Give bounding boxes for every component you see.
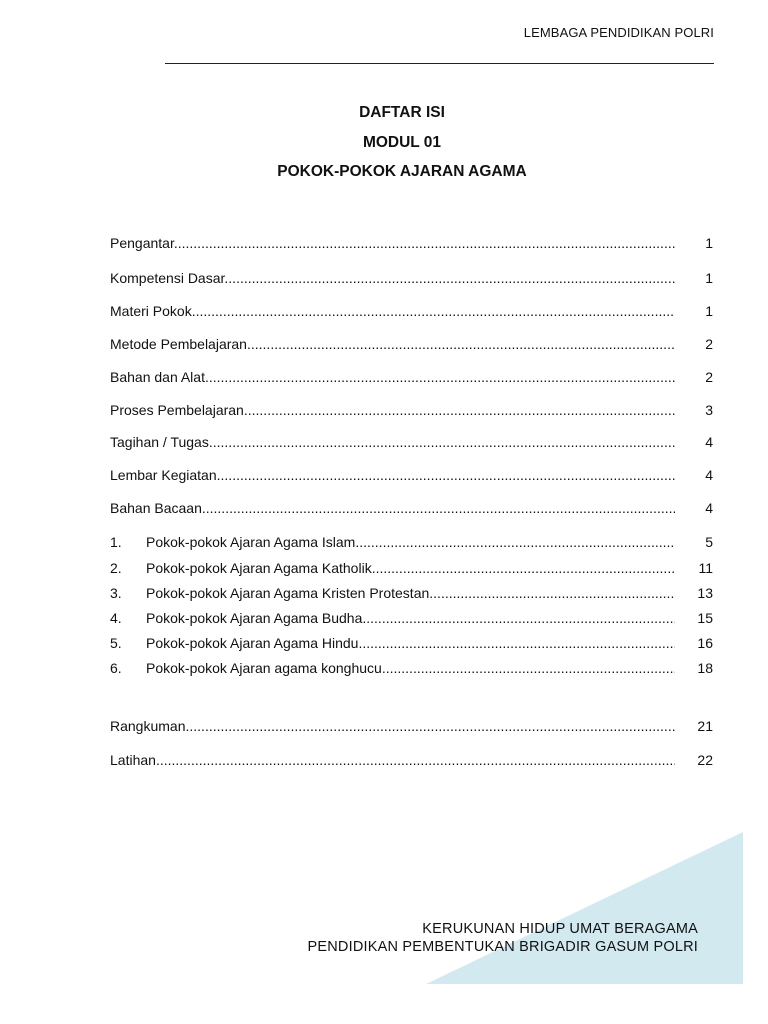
- toc-entry-bahan-dan-alat[interactable]: [110, 367, 713, 387]
- toc-page-number: 4: [705, 434, 713, 450]
- toc-entry-latihan[interactable]: [110, 750, 713, 770]
- toc-entry-tagihan-tugas[interactable]: [110, 432, 713, 452]
- toc-subentry-budha[interactable]: [110, 608, 713, 628]
- toc-entry-pengantar[interactable]: [110, 233, 713, 253]
- toc-item-number: 5.: [110, 635, 122, 651]
- toc-label: Pokok-pokok Ajaran Agama Islam .....: [146, 534, 675, 550]
- header-rule: [165, 63, 714, 64]
- toc-entry-proses-pembelajaran[interactable]: [110, 400, 713, 420]
- header-institution: LEMBAGA PENDIDIKAN POLRI: [523, 25, 714, 40]
- toc-label: Bahan Bacaan .....: [110, 500, 675, 516]
- toc-entry-metode-pembelajaran[interactable]: [110, 334, 713, 354]
- toc-item-number: 4.: [110, 610, 122, 626]
- toc-subentry-konghucu[interactable]: [110, 658, 713, 678]
- toc-page-number: 3: [705, 402, 713, 418]
- footer: [308, 920, 699, 956]
- toc-label: Bahan dan Alat .....: [110, 369, 675, 385]
- footer-subtitle: PENDIDIKAN PEMBENTUKAN BRIGADIR GASUM POLRI: [307, 939, 698, 955]
- toc-label: Pokok-pokok Ajaran Agama Hindu .....: [146, 635, 675, 651]
- toc-page-number: 15: [697, 610, 713, 626]
- toc-subentry-islam[interactable]: [110, 532, 713, 552]
- toc-page-number: 18: [697, 660, 713, 676]
- toc-page-number: 1: [705, 270, 713, 286]
- toc-subentry-katholik[interactable]: [110, 558, 713, 578]
- toc-page-number: 16: [697, 635, 713, 651]
- toc-page-number: 1: [705, 235, 713, 251]
- toc-entry-rangkuman[interactable]: [110, 716, 713, 736]
- toc-label: Rangkuman .....: [110, 718, 675, 734]
- toc-label: Metode Pembelajaran .....: [110, 336, 675, 352]
- toc-page-number: 1: [705, 303, 713, 319]
- toc-page-number: 21: [697, 718, 713, 734]
- footer-title: KERUKUNAN HIDUP UMAT BERAGAMA: [422, 921, 698, 937]
- toc-page-number: 4: [705, 500, 713, 516]
- toc-item-number: 1.: [110, 534, 122, 550]
- toc-label: Tagihan / Tugas .....: [110, 434, 675, 450]
- toc-page-number: 5: [705, 534, 713, 550]
- toc-label: Lembar Kegiatan .....: [110, 467, 675, 483]
- toc-page-number: 22: [697, 752, 713, 768]
- toc-entry-bahan-bacaan[interactable]: [110, 498, 713, 518]
- toc-label: Pokok-pokok Ajaran Agama Kristen Protestan .....: [146, 585, 675, 601]
- toc-label: Materi Pokok .....: [110, 303, 675, 319]
- title-modul: MODUL 01: [362, 134, 442, 151]
- toc-entry-materi-pokok[interactable]: [110, 301, 713, 321]
- toc-label: Proses Pembelajaran .....: [110, 402, 675, 418]
- toc-label: Latihan .....: [110, 752, 675, 768]
- toc-page-number: 11: [698, 560, 713, 576]
- toc-label: Pokok-pokok Ajaran agama konghucu .....: [146, 660, 675, 676]
- toc-page-number: 2: [705, 336, 713, 352]
- toc-label: Pokok-pokok Ajaran Agama Katholik .....: [146, 560, 675, 576]
- toc-page-number: 4: [705, 467, 713, 483]
- toc-entry-lembar-kegiatan[interactable]: [110, 465, 713, 485]
- toc-label: Pokok-pokok Ajaran Agama Budha .....: [146, 610, 675, 626]
- toc-item-number: 2.: [110, 560, 122, 576]
- toc-page-number: 13: [697, 585, 713, 601]
- toc-label: Pengantar .....: [110, 235, 675, 251]
- toc-subentry-hindu[interactable]: [110, 633, 713, 653]
- title-daftar-isi: DAFTAR ISI: [359, 104, 445, 121]
- toc-item-number: 6.: [110, 660, 122, 676]
- decorative-corner-triangle: [426, 832, 743, 984]
- toc-page-number: 2: [705, 369, 713, 385]
- toc-subentry-kristen-protestan[interactable]: [110, 583, 713, 603]
- title-module-name: POKOK-POKOK AJARAN AGAMA: [277, 163, 527, 180]
- toc-item-number: 3.: [110, 585, 122, 601]
- toc-label: Kompetensi Dasar .....: [110, 270, 675, 286]
- toc-entry-kompetensi-dasar[interactable]: [110, 268, 713, 288]
